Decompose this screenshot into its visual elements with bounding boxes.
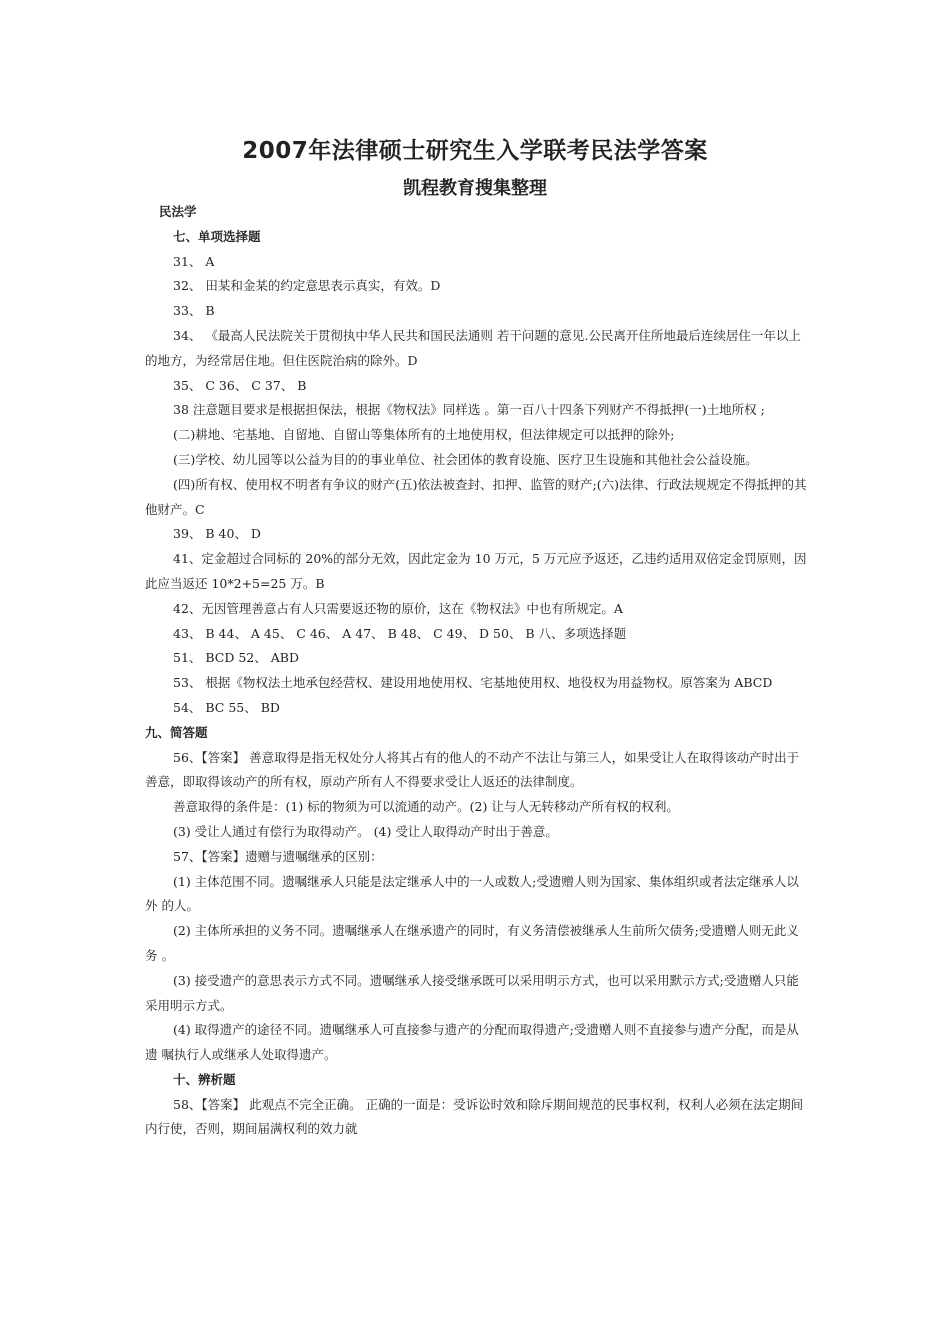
document-subtitle: 凯程教育搜集整理	[403, 178, 547, 199]
answer-57-item-4: (4) 取得遗产的途径不同。遗嘱继承人可直接参与遗产的分配而取得遗产;受遗赠人则不直接参与遗产分配，而是从遗 嘱执行人或继承人处取得遗产。	[145, 1022, 799, 1063]
answer-38-item-3: (三)学校、幼儿园等以公益为目的的事业单位、社会团体的教育设施、医疗卫生设施和其他社会公益设施。	[173, 451, 758, 467]
answer-43-50: 43、 B 44、 A 45、 C 46、 A 47、 B 48、 C 49、 D 50、 B 八、多项选择题	[173, 625, 627, 641]
answer-57: 57、【答案】遗赠与遗嘱继承的区别：	[173, 848, 383, 864]
answer-33: 33、 B	[173, 303, 215, 319]
answer-39-40: 39、 B 40、 D	[173, 526, 261, 542]
section-heading-analysis: 十、辨析题	[173, 1071, 236, 1087]
answer-58: 58、【答案】 此观点不完全正确。 正确的一面是：受诉讼时效和除斥期间规范的民事权利，权利人必须在法定期间内行使，否则，期间届满权利的效力就	[145, 1096, 804, 1137]
subject-heading: 民法学	[159, 204, 197, 219]
answer-56-conditions-2: (3) 受让人通过有偿行为取得动产。 (4) 受让人取得动产时出于善意。	[173, 823, 558, 839]
answer-31: 31、 A	[173, 253, 215, 269]
answer-56: 56、【答案】 善意取得是指无权处分人将其占有的他人的不动产不法让与第三人，如果受让人在取得该动产时出于善意，即取得该动产的所有权，原动产所有人不得要求受让人返还的法律制度。	[145, 749, 800, 790]
section-heading-short-answer: 九、简答题	[145, 724, 208, 740]
answer-32: 32、 田某和金某的约定意思表示真实，有效。D	[173, 278, 441, 294]
answer-57-item-3: (3) 接受遗产的意思表示方式不同。遗嘱继承人接受继承既可以采用明示方式，也可以采用默示方式;受遗赠人只能采用明示方式。	[145, 972, 799, 1013]
answer-51-52: 51、 BCD 52、 ABD	[173, 650, 299, 666]
answer-57-item-2: (2) 主体所承担的义务不同。遗嘱继承人在继承遗产的同时，有义务清偿被继承人生前所欠债务;受遗赠人则无此义务 。	[145, 923, 799, 963]
answer-38-item-2: (二)耕地、宅基地、自留地、自留山等集体所有的土地使用权，但法律规定可以抵押的除外;	[173, 427, 675, 443]
answer-56-conditions: 善意取得的条件是：(1) 标的物须为可以流通的动产。(2) 让与人无转移动产所有权的权利。	[173, 799, 679, 815]
document-title: 2007年法律硕士研究生入学联考民法学答案	[242, 138, 708, 164]
answer-54-55: 54、 BC 55、 BD	[173, 699, 280, 715]
document-body	[145, 200, 811, 1142]
answer-38-item-4: (四)所有权、使用权不明者有争议的财产(五)依法被查封、扣押、监管的财产;(六)法律、行政法规规定不得抵押的其他财产。C	[145, 476, 807, 517]
answer-53: 53、 根据《物权法土地承包经营权、建设用地使用权、宅基地使用权、地役权为用益物权。原答案为 ABCD	[173, 675, 773, 691]
answer-41: 41、定金超过合同标的 20%的部分无效，因此定金为 10 万元，5 万元应予返还，乙违约适用双倍定金罚原则，因此应当返还 10*2+5=25 万。B	[145, 551, 807, 591]
answer-57-item-1: (1) 主体范围不同。遗嘱继承人只能是法定继承人中的一人或数人;受遗赠人则为国家、集体组织或者法定继承人以外 的人。	[145, 873, 799, 914]
section-heading-single-choice: 七、单项选择题	[173, 228, 261, 244]
answer-38: 38 注意题目要求是根据担保法，根据《物权法》同样选 。第一百八十四条下列财产不得抵押(一)土地所权 ;	[173, 402, 765, 418]
answer-42: 42、无因管理善意占有人只需要返还物的原价，这在《物权法》中也有所规定。A	[173, 600, 623, 616]
answer-34: 34、 《最高人民法院关于贯彻执中华人民共和国民法通则 若干问题的意见.公民离开住所地最后连续居住一年以上的地方，为经常居住地。但住医院治病的除外。D	[145, 327, 801, 368]
answer-35-37: 35、 C 36、 C 37、 B	[173, 377, 307, 393]
